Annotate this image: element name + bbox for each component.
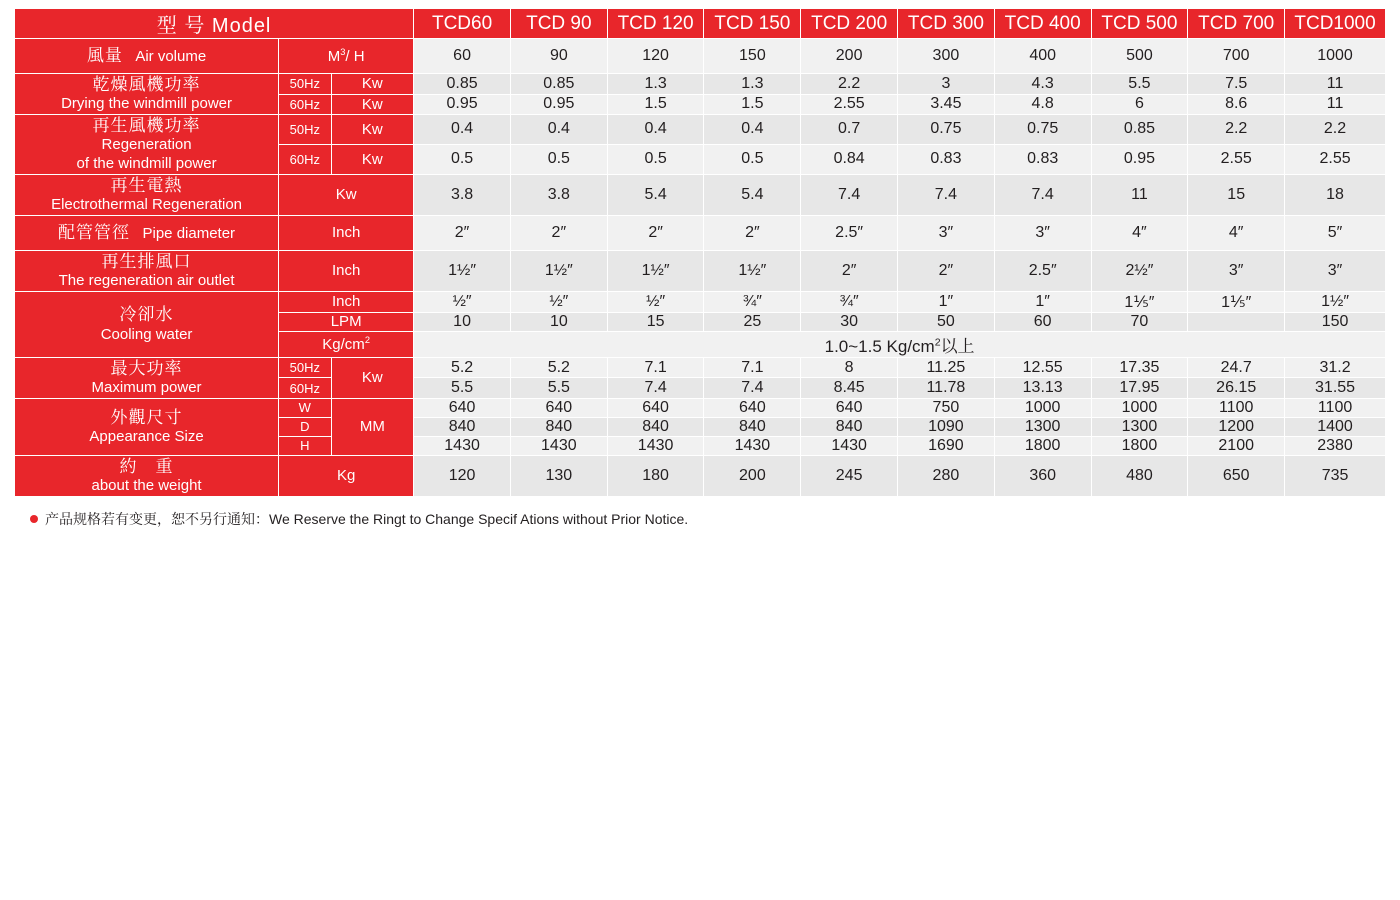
- cell-cooling-lpm-8: [1188, 312, 1285, 331]
- cell-pipe-0: 2″: [414, 215, 511, 250]
- dim-label-h: H: [279, 436, 331, 455]
- cell-weight-8: 650: [1188, 455, 1285, 496]
- label-regeneration-power: [15, 115, 279, 175]
- cell-outlet-5: 2″: [898, 250, 995, 291]
- cell-maxpower50-0: 5.2: [414, 357, 511, 378]
- cell-drying60-4: 2.55: [801, 94, 898, 115]
- cell-drying60-6: 4.8: [994, 94, 1091, 115]
- cell-drying60-9: 11: [1285, 94, 1386, 115]
- cell-cooling-lpm-4: 30: [801, 312, 898, 331]
- label-electrothermal: [15, 174, 279, 215]
- unit-air-volume: $M^3/$ H: [279, 39, 414, 74]
- cell-maxpower60-1: 5.5: [510, 378, 607, 399]
- cell-weight-5: 280: [898, 455, 995, 496]
- cell-size-d-8: 1200: [1188, 417, 1285, 436]
- row-pipe-diameter: [15, 215, 1386, 250]
- cell-pipe-4: 2.5″: [801, 215, 898, 250]
- cell-maxpower50-6: 12.55: [994, 357, 1091, 378]
- freq-regen-60hz: 60Hz: [279, 144, 331, 174]
- cell-maxpower50-4: 8: [801, 357, 898, 378]
- unit-cooling-lpm: LPM: [279, 312, 414, 331]
- cell-cooling-inch-0: ½″: [414, 291, 511, 312]
- label-cooling-water-cn: 冷卻水: [119, 305, 174, 325]
- label-pipe-diameter: [15, 215, 279, 250]
- cell-size-d-7: 1300: [1091, 417, 1188, 436]
- cell-regen50-7: 0.85: [1091, 115, 1188, 145]
- label-electrothermal-cn: 再生電熱: [110, 175, 183, 195]
- cell-weight-3: 200: [704, 455, 801, 496]
- cell-size-h-4: 1430: [801, 436, 898, 455]
- cell-electrothermal-8: 15: [1188, 174, 1285, 215]
- cell-air-volume-0: 60: [414, 39, 511, 74]
- label-pipe-diameter-cn: 配管管徑: [58, 222, 131, 242]
- cell-outlet-4: 2″: [801, 250, 898, 291]
- row-maximum-power-50hz: [15, 357, 1386, 378]
- cell-outlet-1: 1½″: [510, 250, 607, 291]
- label-regeneration-outlet: [15, 250, 279, 291]
- cell-regen60-1: 0.5: [510, 144, 607, 174]
- cell-drying50-9: 11: [1285, 74, 1386, 95]
- cell-maxpower50-3: 7.1: [704, 357, 801, 378]
- cell-regen50-5: 0.75: [898, 115, 995, 145]
- cell-electrothermal-5: 7.4: [898, 174, 995, 215]
- cell-cooling-inch-9: 1½″: [1285, 291, 1386, 312]
- label-pipe-diameter-en: Pipe diameter: [142, 224, 236, 242]
- cell-pipe-3: 2″: [704, 215, 801, 250]
- cell-pipe-1: 2″: [510, 215, 607, 250]
- cell-air-volume-1: 90: [510, 39, 607, 74]
- header-model-cn: 型 号: [156, 15, 206, 37]
- cell-size-w-6: 1000: [994, 398, 1091, 417]
- row-electrothermal: [15, 174, 1386, 215]
- cell-drying50-8: 7.5: [1188, 74, 1285, 95]
- cell-size-w-9: 1100: [1285, 398, 1386, 417]
- cell-size-h-8: 2100: [1188, 436, 1285, 455]
- header-model-1: TCD 90: [510, 9, 607, 39]
- cell-outlet-3: 1½″: [704, 250, 801, 291]
- label-maximum-power-cn: 最大功率: [110, 358, 183, 378]
- cell-size-d-1: 840: [510, 417, 607, 436]
- label-cooling-water-en: Cooling water: [100, 325, 193, 343]
- cell-size-w-2: 640: [607, 398, 704, 417]
- row-drying-power-50hz: [15, 74, 1386, 95]
- header-model-9: TCD1000: [1285, 9, 1386, 39]
- cell-drying60-0: 0.95: [414, 94, 511, 115]
- cell-maxpower60-0: 5.5: [414, 378, 511, 399]
- cell-pipe-2: 2″: [607, 215, 704, 250]
- cell-drying60-7: 6: [1091, 94, 1188, 115]
- cell-maxpower60-4: 8.45: [801, 378, 898, 399]
- freq-maxpower-50hz: 50Hz: [279, 357, 331, 378]
- unit-appearance-size: MM: [331, 398, 414, 455]
- cell-cooling-lpm-6: 60: [994, 312, 1091, 331]
- cell-size-d-6: 1300: [994, 417, 1091, 436]
- cell-regen60-0: 0.5: [414, 144, 511, 174]
- cell-weight-6: 360: [994, 455, 1091, 496]
- unit-electrothermal: Kw: [279, 174, 414, 215]
- cell-cooling-inch-3: ¾″: [704, 291, 801, 312]
- unit-cooling-inch: Inch: [279, 291, 414, 312]
- label-air-volume-en: Air volume: [135, 48, 207, 65]
- label-appearance-size-cn: 外觀尺寸: [110, 407, 183, 427]
- cell-pipe-9: 5″: [1285, 215, 1386, 250]
- unit-regen-50hz: Kw: [331, 115, 414, 145]
- row-weight: [15, 455, 1386, 496]
- unit-maximum-power: Kw: [331, 357, 414, 398]
- cell-outlet-8: 3″: [1188, 250, 1285, 291]
- unit-pipe-diameter: Inch: [279, 215, 414, 250]
- cell-drying50-5: 3: [898, 74, 995, 95]
- cell-size-d-9: 1400: [1285, 417, 1386, 436]
- cell-maxpower60-7: 17.95: [1091, 378, 1188, 399]
- freq-drying-60hz: 60Hz: [279, 94, 331, 115]
- cell-air-volume-2: 120: [607, 39, 704, 74]
- cell-weight-9: 735: [1285, 455, 1386, 496]
- cell-size-h-2: 1430: [607, 436, 704, 455]
- cell-cooling-lpm-2: 15: [607, 312, 704, 331]
- cell-electrothermal-1: 3.8: [510, 174, 607, 215]
- specification-table: [14, 8, 1386, 497]
- label-regeneration-outlet-en: The regeneration air outlet: [58, 272, 235, 289]
- label-air-volume-cn: 風量: [86, 46, 123, 65]
- cell-regen60-8: 2.55: [1188, 144, 1285, 174]
- footnote: [30, 509, 1386, 529]
- unit-regeneration-outlet: Inch: [279, 250, 414, 291]
- cell-maxpower50-8: 24.7: [1188, 357, 1285, 378]
- cell-electrothermal-7: 11: [1091, 174, 1188, 215]
- cell-weight-0: 120: [414, 455, 511, 496]
- cell-cooling-inch-5: 1″: [898, 291, 995, 312]
- cell-regen50-3: 0.4: [704, 115, 801, 145]
- cell-air-volume-4: 200: [801, 39, 898, 74]
- cell-size-h-6: 1800: [994, 436, 1091, 455]
- header-model-cell: [15, 9, 414, 39]
- label-appearance-size: [15, 398, 279, 455]
- row-regeneration-outlet: [15, 250, 1386, 291]
- cell-drying60-1: 0.95: [510, 94, 607, 115]
- cell-outlet-2: 1½″: [607, 250, 704, 291]
- cell-drying60-3: 1.5: [704, 94, 801, 115]
- cell-cooling-lpm-0: 10: [414, 312, 511, 331]
- cell-maxpower60-6: 13.13: [994, 378, 1091, 399]
- cell-cooling-pressure-note: 1.0~1.5 $Kg/cm^2$以上: [414, 331, 1386, 357]
- row-cooling-water-inch: [15, 291, 1386, 312]
- freq-maxpower-60hz: 60Hz: [279, 378, 331, 399]
- cell-regen60-3: 0.5: [704, 144, 801, 174]
- cell-drying50-2: 1.3: [607, 74, 704, 95]
- cell-electrothermal-3: 5.4: [704, 174, 801, 215]
- label-regeneration-power-en1: Regeneration: [101, 136, 192, 154]
- label-regeneration-power-en2: of the windmill power: [76, 155, 217, 172]
- cell-drying60-2: 1.5: [607, 94, 704, 115]
- cell-weight-4: 245: [801, 455, 898, 496]
- cell-regen50-9: 2.2: [1285, 115, 1386, 145]
- cell-outlet-7: 2½″: [1091, 250, 1188, 291]
- row-air-volume: [15, 39, 1386, 74]
- cell-size-w-7: 1000: [1091, 398, 1188, 417]
- footnote-text: 产品规格若有变更，恕不另行通知：We Reserve the Ringt to Change Specif Ations without Prior Notice.: [45, 510, 689, 527]
- label-maximum-power-en: Maximum power: [91, 379, 202, 396]
- freq-regen-50hz: 50Hz: [279, 115, 331, 145]
- cell-air-volume-7: 500: [1091, 39, 1188, 74]
- label-electrothermal-en: Electrothermal Regeneration: [51, 196, 243, 213]
- cell-electrothermal-9: 18: [1285, 174, 1386, 215]
- header-model-3: TCD 150: [704, 9, 801, 39]
- label-weight-cn: 約 重: [119, 456, 174, 476]
- cell-regen50-1: 0.4: [510, 115, 607, 145]
- header-model-4: TCD 200: [801, 9, 898, 39]
- cell-cooling-inch-7: 1⅕″: [1091, 291, 1188, 312]
- label-air-volume: [15, 39, 279, 74]
- cell-pipe-6: 3″: [994, 215, 1091, 250]
- cell-cooling-lpm-5: 50: [898, 312, 995, 331]
- cell-size-d-4: 840: [801, 417, 898, 436]
- unit-drying-60hz: Kw: [331, 94, 414, 115]
- label-weight: [15, 455, 279, 496]
- cell-electrothermal-6: 7.4: [994, 174, 1091, 215]
- cell-size-d-5: 1090: [898, 417, 995, 436]
- cell-regen60-7: 0.95: [1091, 144, 1188, 174]
- cell-air-volume-3: 150: [704, 39, 801, 74]
- cell-regen50-4: 0.7: [801, 115, 898, 145]
- cell-cooling-lpm-7: 70: [1091, 312, 1188, 331]
- cell-outlet-9: 3″: [1285, 250, 1386, 291]
- cell-size-h-5: 1690: [898, 436, 995, 455]
- cell-maxpower50-9: 31.2: [1285, 357, 1386, 378]
- unit-regen-60hz: Kw: [331, 144, 414, 174]
- cell-size-w-3: 640: [704, 398, 801, 417]
- cell-maxpower50-5: 11.25: [898, 357, 995, 378]
- table-header-row: [15, 9, 1386, 39]
- cell-maxpower60-3: 7.4: [704, 378, 801, 399]
- cell-maxpower50-7: 17.35: [1091, 357, 1188, 378]
- cell-pipe-7: 4″: [1091, 215, 1188, 250]
- header-model-7: TCD 500: [1091, 9, 1188, 39]
- label-drying-power: [15, 74, 279, 115]
- cell-pipe-5: 3″: [898, 215, 995, 250]
- cell-regen60-9: 2.55: [1285, 144, 1386, 174]
- cell-size-h-9: 2380: [1285, 436, 1386, 455]
- cell-drying50-6: 4.3: [994, 74, 1091, 95]
- cell-cooling-inch-1: ½″: [510, 291, 607, 312]
- cell-cooling-inch-2: ½″: [607, 291, 704, 312]
- cell-maxpower50-2: 7.1: [607, 357, 704, 378]
- cell-weight-2: 180: [607, 455, 704, 496]
- label-cooling-water: [15, 291, 279, 357]
- header-model-en: Model: [211, 15, 272, 37]
- cell-regen50-2: 0.4: [607, 115, 704, 145]
- cell-drying50-0: 0.85: [414, 74, 511, 95]
- unit-weight: Kg: [279, 455, 414, 496]
- label-maximum-power: [15, 357, 279, 398]
- cell-air-volume-6: 400: [994, 39, 1091, 74]
- cell-regen60-5: 0.83: [898, 144, 995, 174]
- cell-maxpower50-1: 5.2: [510, 357, 607, 378]
- cell-maxpower60-9: 31.55: [1285, 378, 1386, 399]
- cell-size-h-7: 1800: [1091, 436, 1188, 455]
- header-model-2: TCD 120: [607, 9, 704, 39]
- cell-outlet-0: 1½″: [414, 250, 511, 291]
- cell-electrothermal-0: 3.8: [414, 174, 511, 215]
- cell-cooling-inch-4: ¾″: [801, 291, 898, 312]
- cell-outlet-6: 2.5″: [994, 250, 1091, 291]
- label-weight-en: about the weight: [91, 477, 202, 494]
- cell-size-w-5: 750: [898, 398, 995, 417]
- cell-drying60-5: 3.45: [898, 94, 995, 115]
- cell-drying50-3: 1.3: [704, 74, 801, 95]
- cell-size-h-3: 1430: [704, 436, 801, 455]
- label-regeneration-power-cn: 再生風機功率: [92, 116, 201, 135]
- cell-drying50-7: 5.5: [1091, 74, 1188, 95]
- cell-regen60-6: 0.83: [994, 144, 1091, 174]
- cell-weight-1: 130: [510, 455, 607, 496]
- cell-regen60-4: 0.84: [801, 144, 898, 174]
- cell-air-volume-8: 700: [1188, 39, 1285, 74]
- cell-cooling-lpm-9: 150: [1285, 312, 1386, 331]
- cell-maxpower60-8: 26.15: [1188, 378, 1285, 399]
- cell-electrothermal-2: 5.4: [607, 174, 704, 215]
- cell-regen50-6: 0.75: [994, 115, 1091, 145]
- freq-drying-50hz: 50Hz: [279, 74, 331, 95]
- cell-maxpower60-5: 11.78: [898, 378, 995, 399]
- cell-drying50-4: 2.2: [801, 74, 898, 95]
- cell-cooling-inch-8: 1⅕″: [1188, 291, 1285, 312]
- cell-size-d-2: 840: [607, 417, 704, 436]
- label-regeneration-outlet-cn: 再生排風口: [101, 251, 192, 271]
- cell-size-h-0: 1430: [414, 436, 511, 455]
- cell-cooling-lpm-1: 10: [510, 312, 607, 331]
- bullet-icon: [30, 515, 38, 523]
- cell-pipe-8: 4″: [1188, 215, 1285, 250]
- header-model-0: TCD60: [414, 9, 511, 39]
- cell-size-d-0: 840: [414, 417, 511, 436]
- cell-regen60-2: 0.5: [607, 144, 704, 174]
- cell-size-w-8: 1100: [1188, 398, 1285, 417]
- header-model-6: TCD 400: [994, 9, 1091, 39]
- dim-label-d: D: [279, 417, 331, 436]
- cell-size-w-0: 640: [414, 398, 511, 417]
- cell-cooling-lpm-3: 25: [704, 312, 801, 331]
- cell-regen50-0: 0.4: [414, 115, 511, 145]
- row-regeneration-power-50hz: [15, 115, 1386, 145]
- cell-air-volume-5: 300: [898, 39, 995, 74]
- unit-cooling-kgcm2: $Kg/cm^2$: [279, 331, 414, 357]
- cell-size-w-1: 640: [510, 398, 607, 417]
- cell-cooling-inch-6: 1″: [994, 291, 1091, 312]
- cell-maxpower60-2: 7.4: [607, 378, 704, 399]
- cell-drying50-1: 0.85: [510, 74, 607, 95]
- label-appearance-size-en: Appearance Size: [89, 428, 204, 445]
- cell-electrothermal-4: 7.4: [801, 174, 898, 215]
- cell-size-d-3: 840: [704, 417, 801, 436]
- cell-drying60-8: 8.6: [1188, 94, 1285, 115]
- label-drying-power-en: Drying the windmill power: [61, 95, 232, 113]
- unit-drying-50hz: Kw: [331, 74, 414, 95]
- cell-size-h-1: 1430: [510, 436, 607, 455]
- cell-regen50-8: 2.2: [1188, 115, 1285, 145]
- row-appearance-size-w: [15, 398, 1386, 417]
- cell-air-volume-9: 1000: [1285, 39, 1386, 74]
- label-drying-power-cn: 乾燥風機功率: [92, 75, 201, 94]
- header-model-5: TCD 300: [898, 9, 995, 39]
- cell-size-w-4: 640: [801, 398, 898, 417]
- dim-label-w: W: [279, 398, 331, 417]
- header-model-8: TCD 700: [1188, 9, 1285, 39]
- cell-weight-7: 480: [1091, 455, 1188, 496]
